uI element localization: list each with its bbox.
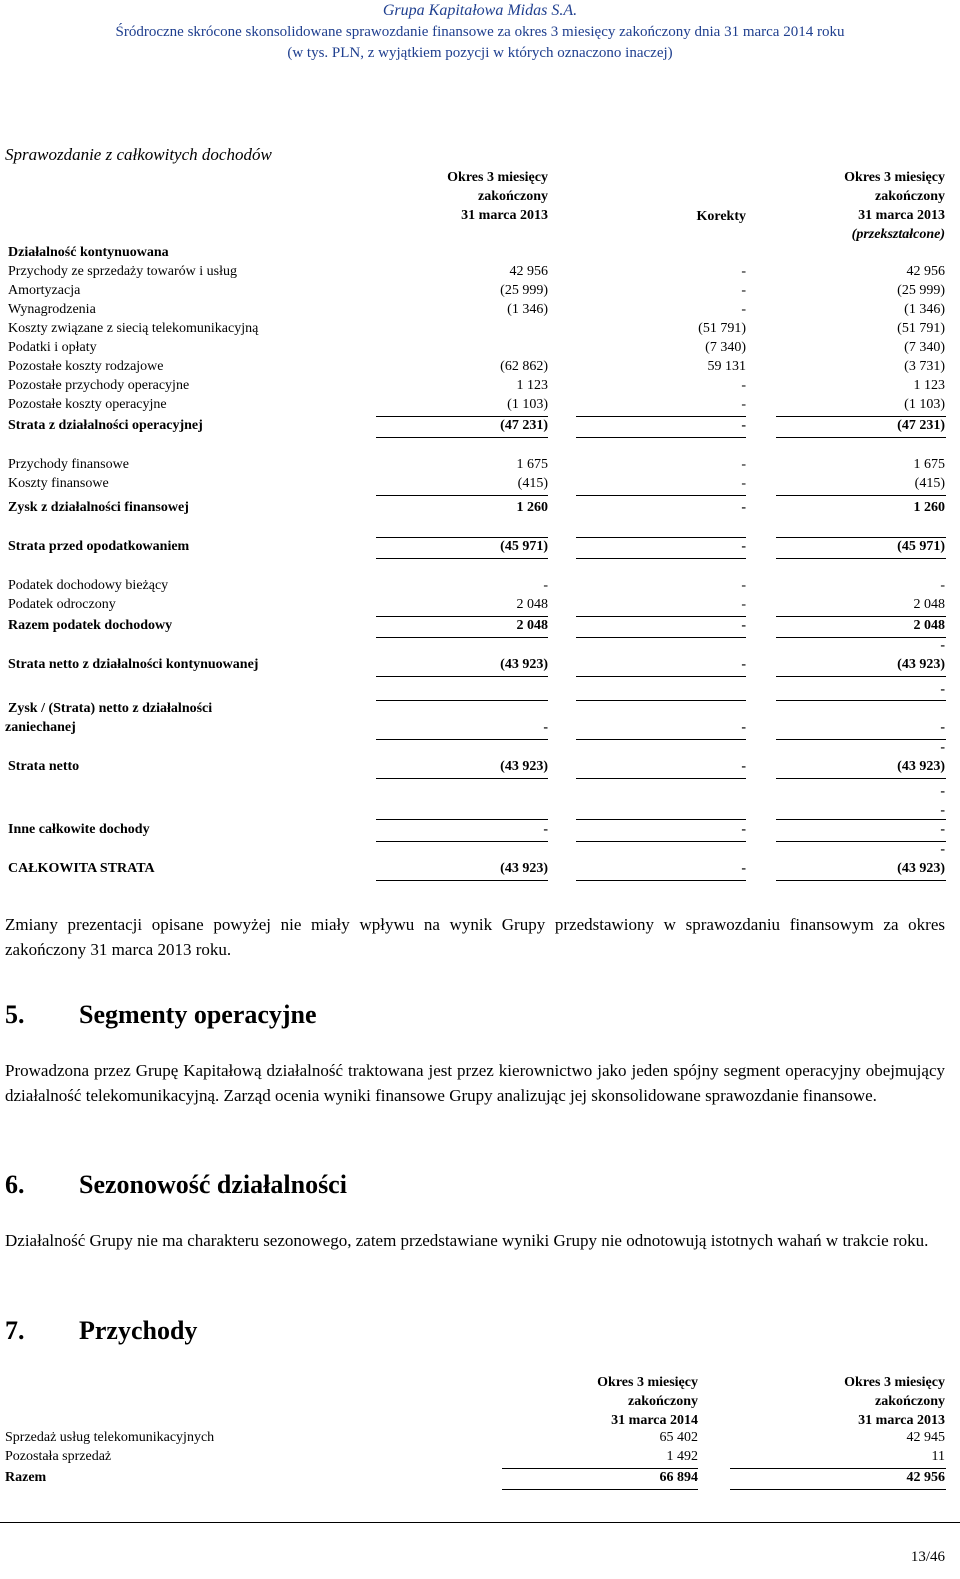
rule xyxy=(730,1468,946,1469)
footer-rule xyxy=(0,1522,960,1523)
table-row-subtotal: Razem podatek dochodowy 2 048 - 2 048 xyxy=(8,618,945,633)
rule xyxy=(376,437,548,438)
table-row-subtotal: Strata netto z działalności kontynuowanej (43 923) - (43 923) xyxy=(8,657,945,672)
table-row: Podatki i opłaty (7 340) (7 340) xyxy=(8,340,945,355)
rule xyxy=(376,416,548,417)
table-row: Koszty związane z siecią telekomunikacyjną (51 791) (51 791) xyxy=(8,321,945,336)
table-row-subtotal: Strata netto (43 923) - (43 923) xyxy=(8,759,945,774)
rule xyxy=(776,841,946,842)
table-row: Podatek dochodowy bieżący - - - xyxy=(8,578,945,593)
section-heading-6: 6. Sezonowość działalności xyxy=(5,1170,347,1199)
rule xyxy=(576,778,746,779)
rule xyxy=(730,1489,946,1490)
rule xyxy=(776,495,946,496)
section-heading-5: 5. Segmenty operacyjne xyxy=(5,1000,317,1029)
rule xyxy=(576,739,746,740)
rule xyxy=(576,880,746,881)
company-name: Grupa Kapitałowa Midas S.A. xyxy=(382,2,578,19)
dash-marker: - xyxy=(940,740,945,755)
rule xyxy=(776,558,946,559)
column-header-2: Korekty xyxy=(696,209,746,224)
rule xyxy=(576,616,746,617)
dash-marker: - xyxy=(940,842,945,857)
rule xyxy=(376,676,548,677)
rule xyxy=(502,1489,698,1490)
table-row: Pozostałe koszty rodzajowe (62 862) 59 131 (3 731) xyxy=(8,359,945,374)
rule xyxy=(576,416,746,417)
rule xyxy=(576,841,746,842)
table-row: Pozostałe koszty operacyjne (1 103) - (1 103) xyxy=(8,397,945,412)
table-row-subtotal: Zysk z działalności finansowej 1 260 - 1 260 xyxy=(8,500,945,515)
row-label-line1: Zysk / (Strata) netto z działalności xyxy=(8,701,213,716)
section-6-text: Działalność Grupy nie ma charakteru sezonowego, zatem przedstawiane wyniki Grupy nie odnotowują istotnych wahań w trakcie roku. xyxy=(5,1231,929,1250)
section-5-text: Prowadzona przez Grupę Kapitałową działalność traktowana jest przez kierownictwo jako jeden spójny segment operacyjny obejmujący działalność telekomunikacyjną. Zarząd ocenia wyniki finansowe Grupy analizując jej skonsolidowane sprawozdanie finansowe. xyxy=(5,1061,945,1105)
table-row: Przychody finansowe 1 675 - 1 675 xyxy=(8,457,945,472)
rule xyxy=(376,537,548,538)
table-row: Koszty finansowe (415) - (415) xyxy=(8,476,945,491)
statement-title: Sprawozdanie z całkowitych dochodów xyxy=(5,145,272,164)
revenue-column-header-2: Okres 3 miesięcy zakończony 31 marca 2013 xyxy=(844,1375,945,1428)
rule xyxy=(376,819,548,820)
revenue-row: Pozostała sprzedaż 1 492 11 xyxy=(5,1449,945,1464)
dash-marker: - xyxy=(940,682,945,697)
presentation-note: Zmiany prezentacji opisane powyżej nie miały wpływu na wynik Grupy przedstawiony w sprawozdaniu finansowym za okres zakończony 31 marca 2013 roku. xyxy=(5,915,945,959)
rule xyxy=(776,537,946,538)
rule xyxy=(576,495,746,496)
units-note: (w tys. PLN, z wyjątkiem pozycji w których oznaczono inaczej) xyxy=(287,45,673,61)
rule xyxy=(576,437,746,438)
rule xyxy=(576,676,746,677)
column-header-1: Okres 3 miesięcy zakończony 31 marca 2013 xyxy=(447,170,548,223)
table-row-subtotal: Inne całkowite dochody - - - xyxy=(8,822,945,837)
rule xyxy=(376,778,548,779)
table-row: Amortyzacja (25 999) - (25 999) xyxy=(8,283,945,298)
rule xyxy=(376,700,548,701)
rule xyxy=(376,880,548,881)
revenue-row: Sprzedaż usług telekomunikacyjnych 65 402 42 945 xyxy=(5,1430,945,1445)
section-label: Działalność kontynuowana xyxy=(8,245,169,260)
rule xyxy=(376,558,548,559)
rule xyxy=(776,437,946,438)
rule xyxy=(776,880,946,881)
rule xyxy=(576,558,746,559)
rule xyxy=(376,739,548,740)
rule xyxy=(576,637,746,638)
table-row-subtotal: zaniechanej - - - xyxy=(5,720,945,735)
rule xyxy=(776,819,946,820)
rule xyxy=(776,616,946,617)
table-row: Podatek odroczony 2 048 - 2 048 xyxy=(8,597,945,612)
report-subtitle: Śródroczne skrócone skonsolidowane sprawozdanie finansowe za okres 3 miesięcy zakończony dnia 31 marca 2014 roku xyxy=(115,24,845,40)
column-header-3: Okres 3 miesięcy zakończony 31 marca 2013 (przekształcone) xyxy=(844,170,945,242)
rule xyxy=(776,637,946,638)
rule xyxy=(776,416,946,417)
page-number: 13/46 xyxy=(910,1549,945,1565)
rule xyxy=(776,739,946,740)
rule xyxy=(376,841,548,842)
rule xyxy=(576,537,746,538)
rule xyxy=(576,819,746,820)
rule xyxy=(576,700,746,701)
revenue-column-header-1: Okres 3 miesięcy zakończony 31 marca 2014 xyxy=(597,1375,698,1428)
rule xyxy=(776,778,946,779)
rule xyxy=(376,616,548,617)
table-row-subtotal: Strata z działalności operacyjnej (47 231) - (47 231) xyxy=(8,418,945,433)
rule xyxy=(376,637,548,638)
revenue-row-total: Razem 66 894 42 956 xyxy=(5,1470,945,1485)
dash-marker: - xyxy=(940,803,945,818)
rule xyxy=(776,676,946,677)
table-row: Wynagrodzenia (1 346) - (1 346) xyxy=(8,302,945,317)
table-row-subtotal: Strata przed opodatkowaniem (45 971) - (45 971) xyxy=(8,539,945,554)
table-row: Przychody ze sprzedaży towarów i usług 42 956 - 42 956 xyxy=(8,264,945,279)
table-row: Pozostałe przychody operacyjne 1 123 - 1 123 xyxy=(8,378,945,393)
rule xyxy=(376,495,548,496)
section-heading-7: 7. Przychody xyxy=(5,1316,198,1345)
dash-marker: - xyxy=(940,638,945,653)
dash-marker: - xyxy=(940,784,945,799)
rule xyxy=(502,1468,698,1469)
table-row-total: CAŁKOWITA STRATA (43 923) - (43 923) xyxy=(8,861,945,876)
rule xyxy=(776,700,946,701)
